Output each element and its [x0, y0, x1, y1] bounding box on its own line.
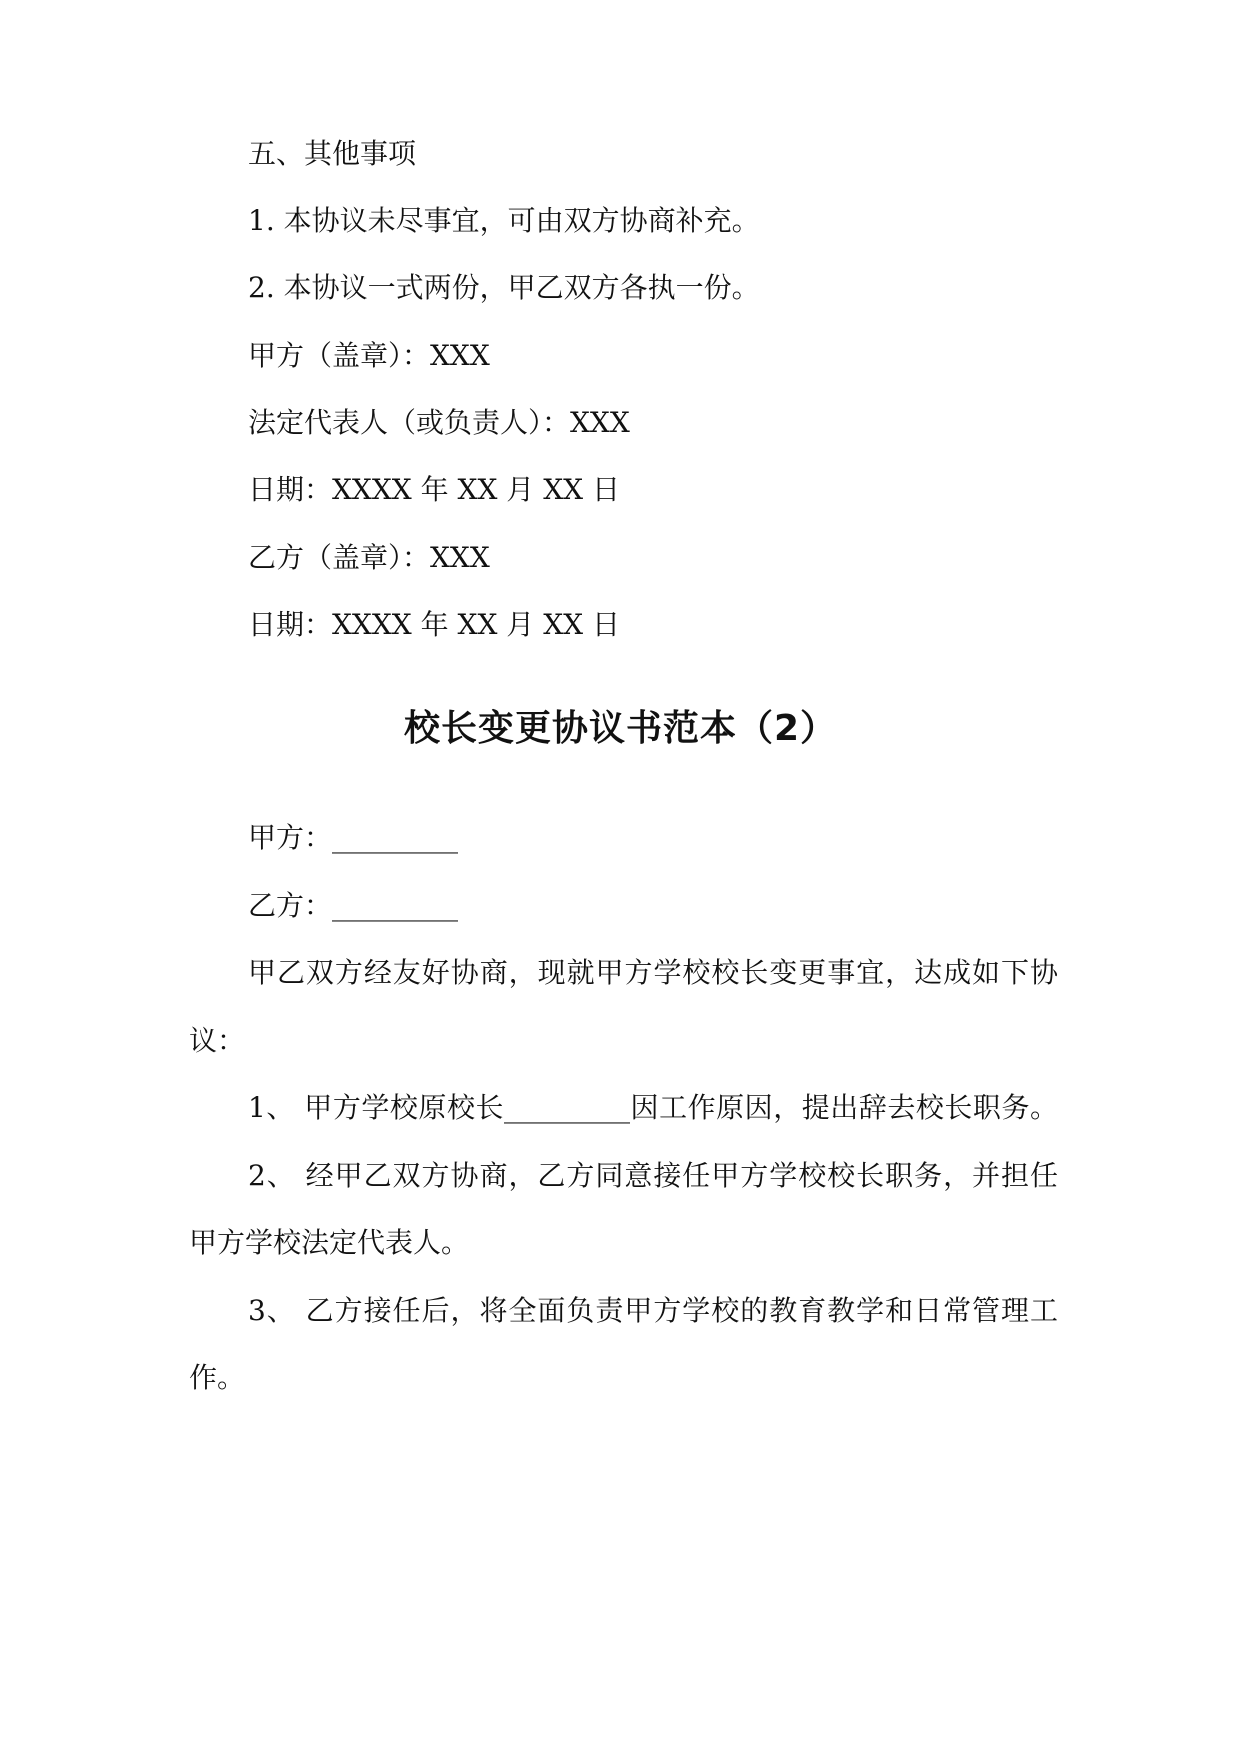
clause-2-line-1: 2、 经甲乙双方协商，乙方同意接任甲方学校校长职务，并担任: [248, 1159, 1058, 1192]
party-b-field: 乙方：_________: [248, 889, 459, 922]
legal-representative: 法定代表人（或负责人）：XXX: [248, 406, 630, 439]
section-five-item-1: 1. 本协议未尽事宜，可由双方协商补充。: [248, 204, 760, 237]
section-five-item-2: 2. 本协议一式两份，甲乙双方各执一份。: [248, 271, 760, 304]
clause-1: 1、 甲方学校原校长_________因工作原因，提出辞去校长职务。: [248, 1091, 1058, 1124]
date-a: 日期：XXXX 年 XX 月 XX 日: [248, 473, 620, 506]
clause-3-line-1: 3、 乙方接任后，将全面负责甲方学校的教育教学和日常管理工: [248, 1294, 1058, 1327]
party-b-seal: 乙方（盖章）：XXX: [248, 541, 490, 574]
party-a-field: 甲方：_________: [248, 821, 459, 854]
clause-3-line-2: 作。: [189, 1361, 246, 1394]
intro-line-1: 甲乙双方经友好协商，现就甲方学校校长变更事宜，达成如下协: [248, 956, 1058, 989]
party-a-seal: 甲方（盖章）：XXX: [248, 339, 490, 372]
clause-2-line-2: 甲方学校法定代表人。: [189, 1226, 470, 1259]
date-b: 日期：XXXX 年 XX 月 XX 日: [248, 608, 620, 641]
template-2-title: 校长变更协议书范本（2）: [403, 708, 838, 749]
section-five-heading: 五、其他事项: [248, 137, 417, 170]
intro-line-2: 议：: [189, 1024, 246, 1057]
